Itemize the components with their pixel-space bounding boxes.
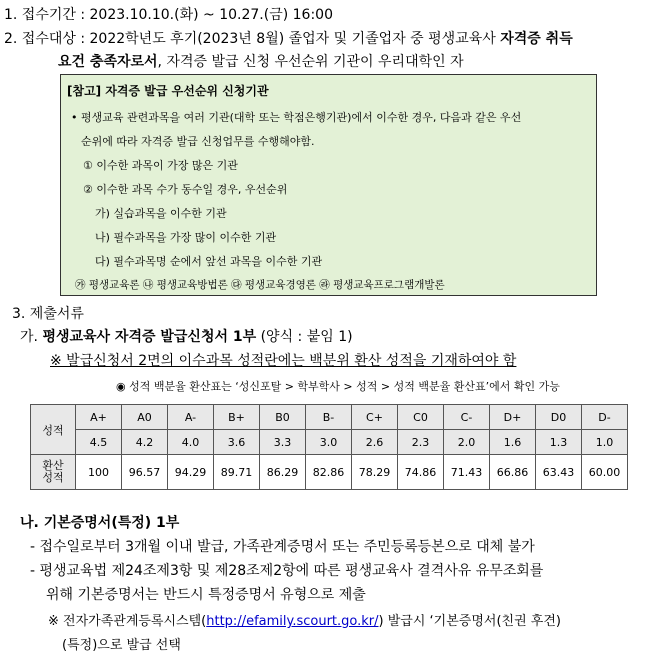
note-courses: ㉮ 평생교육론 ㉯ 평생교육방법론 ㉰ 평생교육경영론 ㉱ 평생교육프로그램개발론	[75, 279, 445, 291]
section3-title: 3. 제출서류	[12, 306, 84, 322]
table-row-converted	[31, 455, 628, 490]
reception-period: 1. 접수기간 : 2023.10.10.(화) ~ 10.27.(금) 16:00	[4, 7, 333, 23]
converted-cell: 96.57	[122, 455, 168, 490]
note-title: [참고] 자격증 발급 우선순위 신청기관	[67, 84, 269, 98]
reception-target-line2	[58, 51, 464, 71]
doc-a-note: ※ 발급신청서 2면의 이수과목 성적란에는 백분위 환산 성적을 기재하여야 함	[50, 353, 517, 369]
row-head-converted: 환산 성적	[31, 455, 76, 490]
grade-cell: D0	[536, 405, 582, 430]
grade-cell: C-	[444, 405, 490, 430]
point-cell: 1.3	[536, 430, 582, 455]
point-cell: 1.6	[490, 430, 536, 455]
table-row-points	[31, 430, 628, 455]
note-sub-2: 나) 필수과목을 가장 많이 이수한 기관	[95, 231, 277, 244]
grade-cell: B-	[306, 405, 352, 430]
grade-cell: A-	[168, 405, 214, 430]
grade-cell: C0	[398, 405, 444, 430]
converted-cell: 100	[76, 455, 122, 490]
point-cell: 4.5	[76, 430, 122, 455]
doc-b-item-2-cont: 위해 기본증명서는 반드시 특정증명서 유형으로 제출	[46, 587, 366, 603]
note-item-2: ② 이수한 과목 수가 동수일 경우, 우선순위	[83, 183, 288, 196]
reception-target-bold: 자격증 취득	[500, 31, 573, 47]
doc-b-item-1: - 접수일로부터 3개월 이내 발급, 가족관계증명서 또는 주민등록등본으로 대체 불가	[30, 539, 535, 555]
point-cell: 3.3	[260, 430, 306, 455]
converted-cell: 86.29	[260, 455, 306, 490]
grade-cell: D+	[490, 405, 536, 430]
converted-cell: 74.86	[398, 455, 444, 490]
point-cell: 3.6	[214, 430, 260, 455]
converted-cell: 63.43	[536, 455, 582, 490]
converted-cell: 66.86	[490, 455, 536, 490]
grade-cell: B+	[214, 405, 260, 430]
grade-conversion-table	[30, 404, 628, 490]
note-sub-1: 가) 실습과목을 이수한 기관	[95, 207, 227, 220]
efamily-link[interactable]: http://efamily.scourt.go.kr/	[206, 614, 379, 629]
note-item-1: ① 이수한 과목이 가장 많은 기관	[83, 159, 238, 172]
converted-cell: 60.00	[582, 455, 628, 490]
table-row-grades	[31, 405, 628, 430]
doc-b-item-2: - 평생교육법 제24조제3항 및 제28조제2항에 따른 평생교육사 결격사유 유무조회를	[30, 563, 544, 579]
doc-a-reference: ◉ 성적 백분율 환산표는 ‘성신포탈 > 학부학사 > 성적 > 성적 백분율 환산표’에서 확인 가능	[116, 380, 560, 393]
converted-cell: 94.29	[168, 455, 214, 490]
doc-a	[20, 326, 353, 346]
note-sub-3: 다) 필수과목명 순에서 앞선 과목을 이수한 기관	[95, 255, 323, 268]
doc-b-title: 나. 기본증명서(특정) 1부	[20, 515, 180, 531]
converted-cell: 82.86	[306, 455, 352, 490]
reception-target-text: 2. 접수대상 : 2022학년도 후기(2023년 8월) 졸업자 및 기졸업자 중 평생교육사	[4, 31, 501, 47]
point-cell: 4.0	[168, 430, 214, 455]
grade-cell: D-	[582, 405, 628, 430]
doc-a-bold: 평생교육사 자격증 발급신청서 1부	[42, 329, 257, 345]
reception-target	[4, 28, 573, 48]
point-cell: 1.0	[582, 430, 628, 455]
doc-a-prefix: 가.	[20, 329, 43, 345]
converted-cell: 89.71	[214, 455, 260, 490]
grade-cell: C+	[352, 405, 398, 430]
converted-cell: 71.43	[444, 455, 490, 490]
doc-b-note-pre: ※ 전자가족관계등록시스템(	[48, 614, 207, 629]
reception-target-line2-text: , 자격증 발급 신청 우선순위 기관이 우리대학인 자	[157, 54, 464, 70]
point-cell: 2.0	[444, 430, 490, 455]
doc-b-note-2: (특정)으로 발급 선택	[62, 638, 181, 653]
converted-cell: 78.29	[352, 455, 398, 490]
doc-b-note	[48, 610, 561, 629]
note-bullet: • 평생교육 관련과목을 여러 기관(대학 또는 학점은행기관)에서 이수한 경우, 다음과 같은 우선	[71, 111, 522, 124]
grade-cell: A+	[76, 405, 122, 430]
grade-cell: A0	[122, 405, 168, 430]
reception-target-line2-bold: 요건 충족자로서	[58, 54, 158, 70]
point-cell: 2.3	[398, 430, 444, 455]
point-cell: 2.6	[352, 430, 398, 455]
row-head-grade: 성적	[31, 405, 76, 455]
grade-cell: B0	[260, 405, 306, 430]
doc-a-rest: (양식 : 붙임 1)	[256, 329, 353, 345]
note-bullet-cont: 순위에 따라 자격증 발급 신청업무를 수행해야함.	[81, 135, 315, 148]
point-cell: 3.0	[306, 430, 352, 455]
doc-b-note-post: ) 발급시 ‘기본증명서(친권 후견)	[378, 614, 561, 629]
point-cell: 4.2	[122, 430, 168, 455]
priority-note-box	[60, 74, 597, 296]
